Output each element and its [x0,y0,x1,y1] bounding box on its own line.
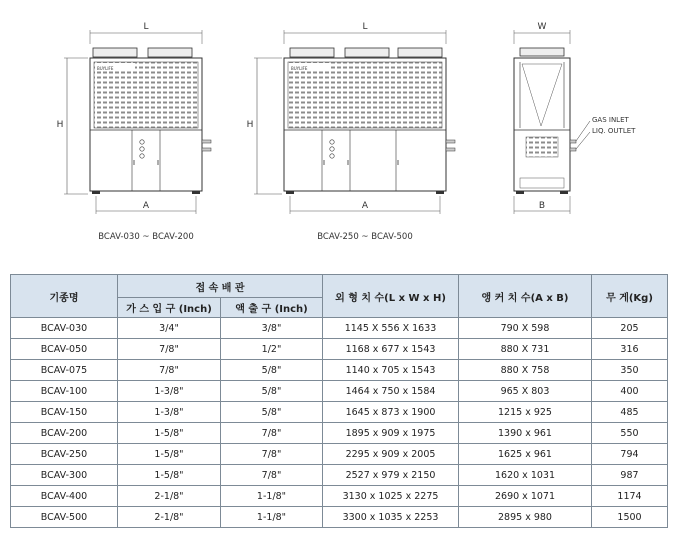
dim-label-W: W [537,22,547,32]
table-row [11,381,668,402]
cell-weight: 1500 [592,507,668,528]
front-view-large [254,30,455,214]
table-row [11,402,668,423]
dim-label-H-large: H [246,120,254,130]
side-view [514,30,590,214]
cell-gas-inlet: 1-3/8" [118,402,221,423]
table-row [11,507,668,528]
header-model: 기종명 [11,275,118,318]
table-row [11,339,668,360]
cell-liquid-outlet: 5/8" [221,402,323,423]
cell-liquid-outlet: 7/8" [221,423,323,444]
technical-drawings [0,0,680,260]
dim-label-B: B [538,201,546,211]
cell-liquid-outlet: 7/8" [221,465,323,486]
caption-large-units: BCAV-250 ~ BCAV-500 [317,232,413,242]
table-row [11,318,668,339]
cell-dimensions: 1464 x 750 x 1584 [323,381,459,402]
cell-model: BCAV-400 [11,486,118,507]
cell-dimensions: 3130 x 1025 x 2275 [323,486,459,507]
cell-anchor: 965 X 803 [459,381,592,402]
cell-model: BCAV-100 [11,381,118,402]
cell-gas-inlet: 7/8" [118,360,221,381]
liq-outlet-label: LIQ. OUTLET [592,127,636,135]
svg-text:BUYLIFE: BUYLIFE [97,66,114,71]
header-piping: 접 속 배 관 [118,275,323,298]
gas-inlet-label: GAS INLET [592,116,629,124]
cell-anchor: 2690 x 1071 [459,486,592,507]
cell-weight: 350 [592,360,668,381]
svg-text:BUYLIFE: BUYLIFE [291,66,308,71]
header-liquid-outlet: 액 출 구 (Inch) [221,298,323,318]
cell-model: BCAV-030 [11,318,118,339]
caption-small-units: BCAV-030 ~ BCAV-200 [98,232,194,242]
dim-label-A-large: A [361,201,369,211]
cell-weight: 550 [592,423,668,444]
header-gas-inlet: 가 스 입 구 (Inch) [118,298,221,318]
cell-anchor: 790 X 598 [459,318,592,339]
cell-anchor: 2895 x 980 [459,507,592,528]
cell-dimensions: 1895 x 909 x 1975 [323,423,459,444]
cell-weight: 987 [592,465,668,486]
cell-weight: 794 [592,444,668,465]
cell-liquid-outlet: 7/8" [221,444,323,465]
cell-gas-inlet: 1-5/8" [118,444,221,465]
cell-gas-inlet: 2-1/8" [118,486,221,507]
cell-liquid-outlet: 3/8" [221,318,323,339]
cell-gas-inlet: 1-5/8" [118,465,221,486]
cell-dimensions: 3300 x 1035 x 2253 [323,507,459,528]
header-weight: 무 게(Kg) [592,275,668,318]
cell-weight: 1174 [592,486,668,507]
front-view-small [64,30,211,214]
cell-model: BCAV-075 [11,360,118,381]
cell-anchor: 1215 x 925 [459,402,592,423]
cell-liquid-outlet: 1-1/8" [221,486,323,507]
cell-gas-inlet: 3/4" [118,318,221,339]
cell-dimensions: 2295 x 909 x 2005 [323,444,459,465]
cell-dimensions: 1140 x 705 x 1543 [323,360,459,381]
cell-model: BCAV-300 [11,465,118,486]
cell-liquid-outlet: 1-1/8" [221,507,323,528]
cell-dimensions: 1645 x 873 x 1900 [323,402,459,423]
cell-gas-inlet: 1-3/8" [118,381,221,402]
cell-weight: 316 [592,339,668,360]
cell-anchor: 1625 x 961 [459,444,592,465]
cell-gas-inlet: 2-1/8" [118,507,221,528]
table-row [11,444,668,465]
cell-liquid-outlet: 5/8" [221,360,323,381]
cell-dimensions: 1168 x 677 x 1543 [323,339,459,360]
cell-model: BCAV-050 [11,339,118,360]
cell-anchor: 880 X 731 [459,339,592,360]
header-dimensions: 외 형 치 수(L x W x H) [323,275,459,318]
cell-model: BCAV-150 [11,402,118,423]
cell-model: BCAV-500 [11,507,118,528]
cell-dimensions: 2527 x 979 x 2150 [323,465,459,486]
cell-weight: 205 [592,318,668,339]
cell-liquid-outlet: 5/8" [221,381,323,402]
cell-liquid-outlet: 1/2" [221,339,323,360]
cell-model: BCAV-200 [11,423,118,444]
cell-gas-inlet: 1-5/8" [118,423,221,444]
table-row [11,360,668,381]
cell-anchor: 1620 x 1031 [459,465,592,486]
dim-label-L-large: L [362,22,368,32]
cell-model: BCAV-250 [11,444,118,465]
table-row [11,423,668,444]
cell-gas-inlet: 7/8" [118,339,221,360]
cell-dimensions: 1145 X 556 X 1633 [323,318,459,339]
dim-label-A-small: A [142,201,150,211]
dim-label-L-small: L [143,22,149,32]
cell-weight: 485 [592,402,668,423]
dim-label-H-small: H [56,120,64,130]
spec-table [10,274,668,528]
cell-anchor: 880 X 758 [459,360,592,381]
header-anchor: 앵 커 치 수(A x B) [459,275,592,318]
table-row [11,465,668,486]
cell-weight: 400 [592,381,668,402]
table-row [11,486,668,507]
cell-anchor: 1390 x 961 [459,423,592,444]
